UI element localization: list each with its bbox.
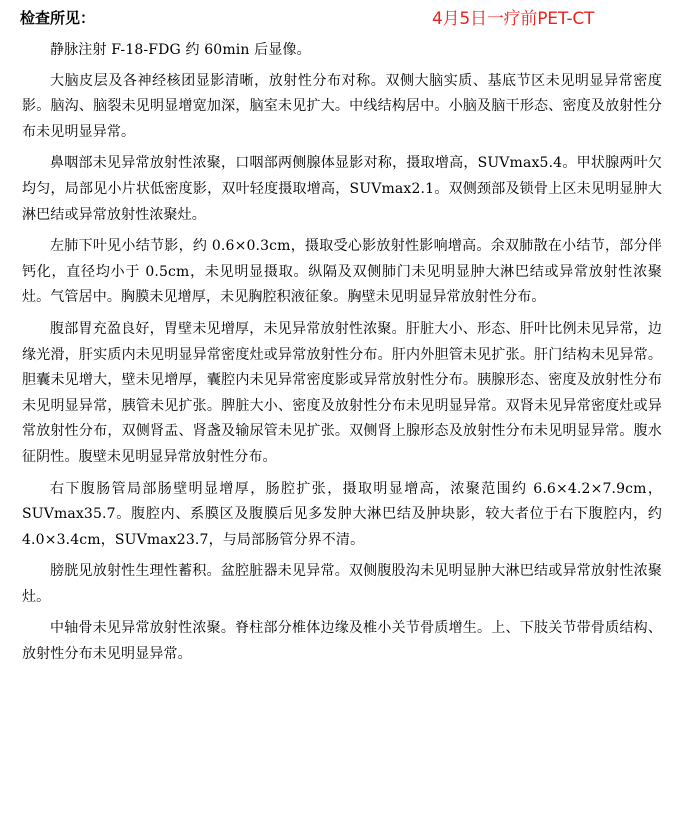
section-heading: 检查所见：	[20, 9, 96, 27]
paragraph-injection: 静脉注射 F-18-FDG 约 60min 后显像。	[50, 42, 311, 58]
date-annotation: 4月5日一疗前PET-CT	[432, 9, 595, 29]
paragraph-chest: 左肺下叶见小结节影，约 0.6×0.3cm，摄取受心影放射性影响增高。余双肺散在小结节，部分伴钙化，直径均小于 0.5cm，未见明显摄取。纵隔及双侧肺门未见明显肿大淋巴结或异常放射性浓聚灶。气管居中。胸膜未见增厚，未见胸腔积液征象。胸壁未见明显异常放射性分布。	[22, 238, 662, 306]
paragraph-head-neck: 鼻咽部未见异常放射性浓聚，口咽部两侧腺体显影对称，摄取增高，SUVmax5.4。甲状腺两叶欠均匀，局部见小片状低密度影，双叶轻度摄取增高，SUVmax2.1。双侧颈部及锁骨上区未见明显肿大淋巴结或异常放射性浓聚灶。	[22, 155, 662, 223]
paragraph-abdomen: 腹部胃充盈良好，胃壁未见增厚，未见异常放射性浓聚。肝脏大小、形态、肝叶比例未见异常，边缘光滑，肝实质内未见明显异常密度灶或异常放射性分布。肝内外胆管未见扩张。肝门结构未见异常。胆囊未见增大，壁未见增厚，囊腔内未见异常密度影或异常放射性分布。胰腺形态、密度及放射性分布未见明显异常，胰管未见扩张。脾脏大小、密度及放射性分布未见明显异常。双肾未见异常密度灶或异常放射性分布，双侧肾盂、肾盏及输尿管未见扩张。双侧肾上腺形态及放射性分布未见明显异常。腹水征阴性。腹壁未见明显异常放射性分布。	[22, 320, 662, 465]
paragraph-bowel-lesion: 右下腹肠管局部肠壁明显增厚，肠腔扩张，摄取明显增高，浓聚范围约 6.6×4.2×7.9cm，SUVmax35.7。腹腔内、系膜区及腹膜后见多发肿大淋巴结及肿块影，较大者位于右下腹腔内，约 4.0×3.4cm，SUVmax23.7，与局部肠管分界不清。	[22, 480, 662, 548]
paragraph-brain: 大脑皮层及各神经核团显影清晰，放射性分布对称。双侧大脑实质、基底节区未见明显异常密度影。脑沟、脑裂未见明显增宽加深，脑室未见扩大。中线结构居中。小脑及脑干形态、密度及放射性分布未见明显异常。	[22, 72, 662, 140]
paragraph-pelvis: 膀胱见放射性生理性蓄积。盆腔脏器未见异常。双侧腹股沟未见明显肿大淋巴结或异常放射性浓聚灶。	[22, 563, 662, 605]
findings-body	[22, 38, 662, 674]
paragraph-skeleton: 中轴骨未见异常放射性浓聚。脊柱部分椎体边缘及椎小关节骨质增生。上、下肢关节带骨质结构、放射性分布未见明显异常。	[22, 620, 662, 663]
